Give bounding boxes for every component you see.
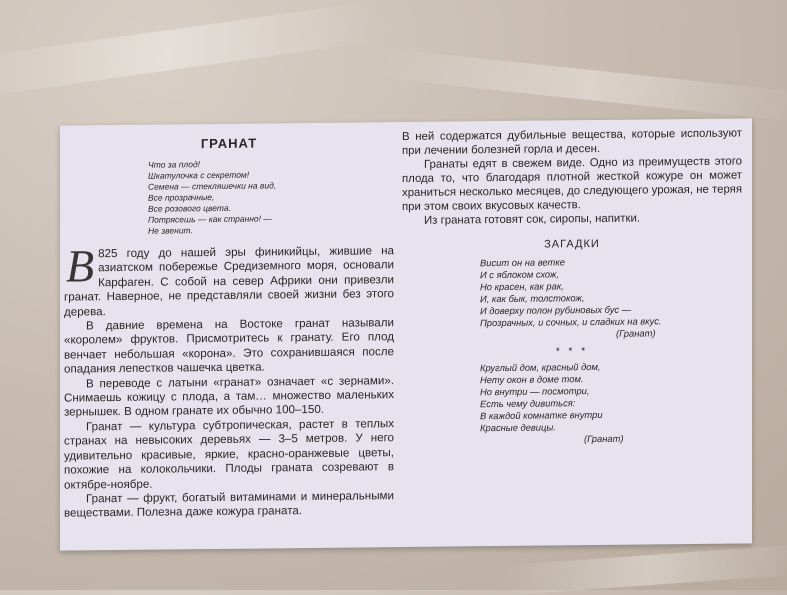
- paragraph: [64, 240, 394, 319]
- poem-line: Семена — стекляшечки на вид,: [148, 180, 277, 192]
- paragraph: В переводе с латыни «гранат» означает «с зернами». Снимаешь кожицу с плода, а там… множество маленьких зернышек. В одном гранате их обычно 100–150.: [64, 373, 394, 420]
- drop-cap: В: [66, 240, 95, 292]
- paragraph: Гранаты едят в свежем виде. Одно из преимуществ этого плода то, что благодаря плотной жесткой кожуре он может храниться несколько месяцев, до следующего урожая, не теряя при этом своих вкусовых качеств.: [402, 155, 742, 214]
- marble-vein: [0, 1, 381, 99]
- riddle-2: [480, 359, 742, 446]
- riddle-line: Висит он на ветке: [480, 256, 565, 269]
- riddle-1: [480, 254, 742, 341]
- paragraph: Гранат — культура субтропическая, растет в теплых странах на невысоких деревьях — 3–5 метров. У него удивительно красивые, яркие, красно-оранжевые цветы, похожие на колокольчики. Плоды граната созревают в октябре-ноябре.: [64, 417, 394, 492]
- riddle-line: Но красен, как рак,: [480, 280, 564, 293]
- riddle-line: Есть чему дивиться:: [480, 397, 576, 410]
- poem-line: Все прозрачные,: [148, 192, 215, 203]
- riddle-line: Красные девицы.: [480, 421, 556, 434]
- poem-line: Все розового цвета.: [148, 202, 231, 214]
- marble-vein: [380, 48, 787, 122]
- poem-line: Не звенит.: [148, 225, 193, 236]
- article-title: ГРАНАТ: [200, 135, 258, 152]
- riddle-line: И, как бык, толстокож,: [480, 292, 585, 305]
- paragraph: Гранат — фрукт, богатый витаминами и минеральными веществами. Полезна даже кожура граната.: [64, 489, 394, 520]
- separator: * * *: [555, 346, 589, 358]
- right-column: [402, 126, 742, 447]
- left-column: [64, 134, 394, 521]
- article-body: [64, 240, 394, 521]
- riddle-answer: (Гранат): [616, 327, 656, 339]
- paragraph-text: 825 году до нашей эры финикийцы, жившие на азиатском побережье Средиземного моря, основали Карфаген. С собой на север Африки они привезли гранат. Наверное, не представляли своей жизни без этого дерева.: [64, 244, 394, 319]
- paragraph: В давние времена на Востоке гранат называли «королем» фруктов. Присмотритесь к гранату. Его плод венчает небольшая «корона». Это сохранившаяся после опадания лепестков чашечка цветка.: [64, 316, 394, 376]
- riddle-answer: (Гранат): [584, 432, 624, 445]
- riddle-line: Прозрачных, и сочных, и сладких на вкус.: [480, 315, 662, 329]
- riddle-line: Нету окон в доме том.: [480, 373, 584, 386]
- poem-line: Потрясешь — как странно! —: [148, 213, 272, 225]
- riddle-line: Но внутри — посмотри,: [480, 385, 590, 398]
- poem-line: Шкатулочка с секретом!: [148, 169, 250, 181]
- poem-line: Что за плод!: [148, 159, 201, 170]
- riddle-line: И с яблоком схож,: [480, 268, 559, 281]
- epigraph-poem: [148, 157, 394, 237]
- riddle-line: Круглый дом, красный дом,: [480, 360, 601, 374]
- riddle-line: В каждой комнатке внутри: [480, 408, 603, 422]
- printed-page: [60, 118, 752, 550]
- paragraph: В ней содержатся дубильные вещества, которые используют при лечении болезней горла и десен.: [402, 127, 742, 158]
- riddles-heading: ЗАГАДКИ: [544, 237, 600, 251]
- marble-vein: [499, 545, 787, 595]
- riddle-line: И доверху полон рубиновых бус —: [480, 303, 632, 317]
- paragraph: Из граната готовят сок, сиропы, напитки.: [424, 212, 641, 227]
